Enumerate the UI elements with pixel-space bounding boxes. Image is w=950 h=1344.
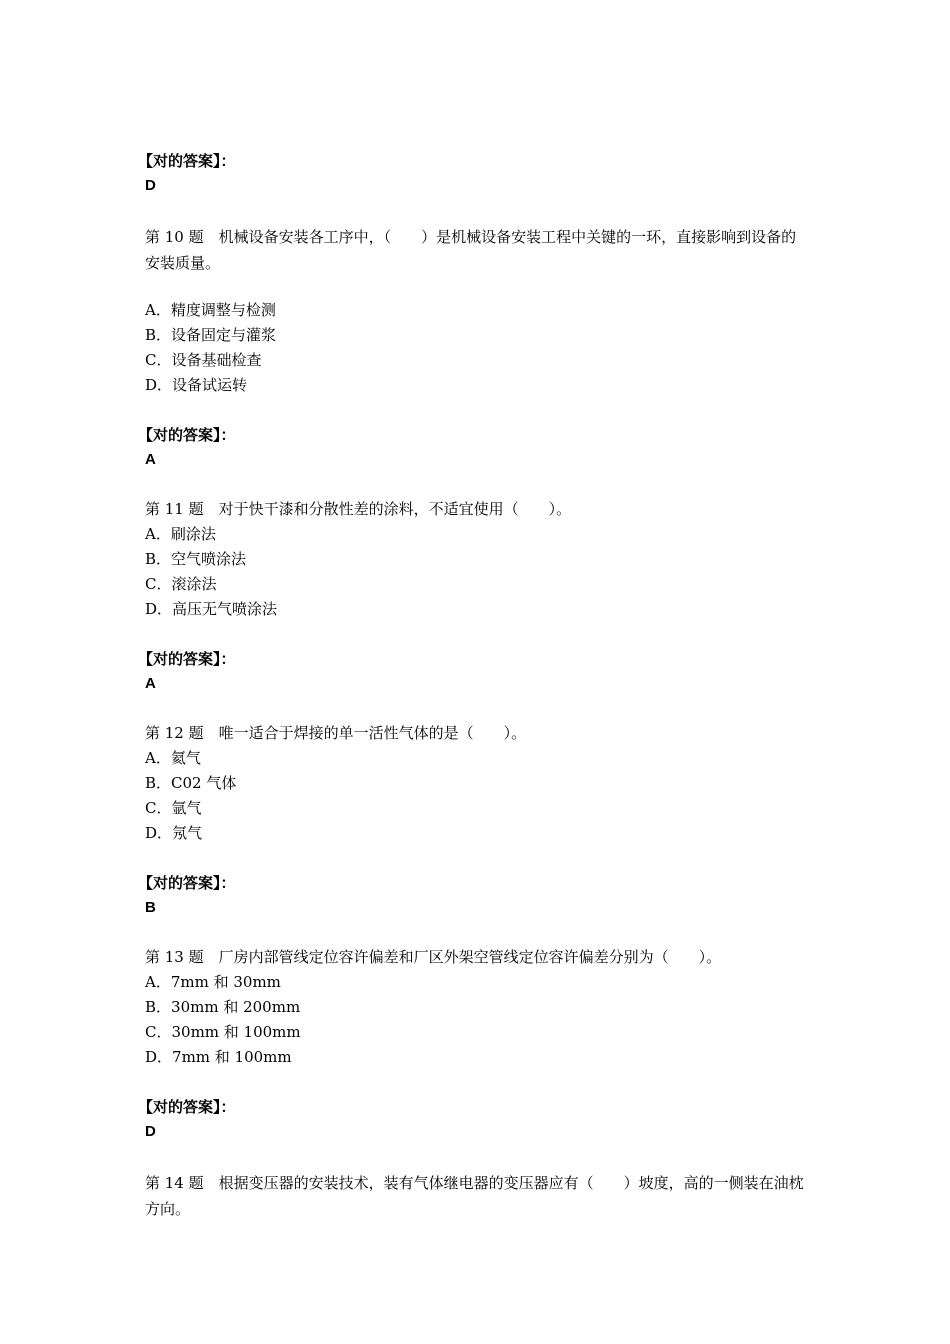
- answer-heading: 【对的答案】：: [138, 651, 236, 668]
- answer-heading: 【对的答案】：: [138, 153, 236, 170]
- option-a: A．7mm 和 30mm: [145, 973, 281, 991]
- answer-value: A: [145, 451, 156, 468]
- option-c: C．氩气: [145, 799, 202, 817]
- answer-value: B: [145, 899, 156, 916]
- question-11-text: 第 11 题 对于快干漆和分散性差的涂料，不适宜使用（ ）。: [145, 500, 572, 518]
- answer-heading: 【对的答案】：: [138, 1099, 236, 1116]
- option-a: A．氦气: [145, 749, 201, 767]
- option-b: B．设备固定与灌浆: [145, 326, 277, 344]
- option-c: C．设备基础检查: [145, 351, 262, 369]
- answer-value: D: [145, 177, 156, 194]
- question-13-text: 第 13 题 厂房内部管线定位容许偏差和厂区外架空管线定位容许偏差分别为（ ）。: [145, 948, 722, 966]
- option-d: D．氖气: [145, 824, 203, 842]
- option-d: D．7mm 和 100mm: [145, 1048, 292, 1066]
- question-10-text: 第 10 题 机械设备安装各工序中，（ ）是机械设备安装工程中关键的一环，直接影响到设备的安装质量。: [145, 228, 797, 272]
- answer-value: D: [145, 1123, 156, 1140]
- option-a: A．刷涂法: [145, 525, 216, 543]
- answer-heading: 【对的答案】：: [138, 875, 236, 892]
- answer-heading: 【对的答案】：: [138, 427, 236, 444]
- question-12-text: 第 12 题 唯一适合于焊接的单一活性气体的是（ ）。: [145, 724, 527, 742]
- option-a: A．精度调整与检测: [145, 301, 276, 319]
- option-c: C．滚涂法: [145, 575, 217, 593]
- option-d: D．设备试运转: [145, 376, 248, 394]
- option-b: B．30mm 和 200mm: [145, 998, 301, 1016]
- option-d: D．高压无气喷涂法: [145, 600, 278, 618]
- option-b: B．C02 气体: [145, 774, 237, 792]
- option-c: C．30mm 和 100mm: [145, 1023, 301, 1041]
- question-14-text: 第 14 题 根据变压器的安装技术，装有气体继电器的变压器应有（ ）坡度，高的一侧装在油枕方向。: [145, 1174, 804, 1218]
- option-b: B．空气喷涂法: [145, 550, 247, 568]
- answer-value: A: [145, 675, 156, 692]
